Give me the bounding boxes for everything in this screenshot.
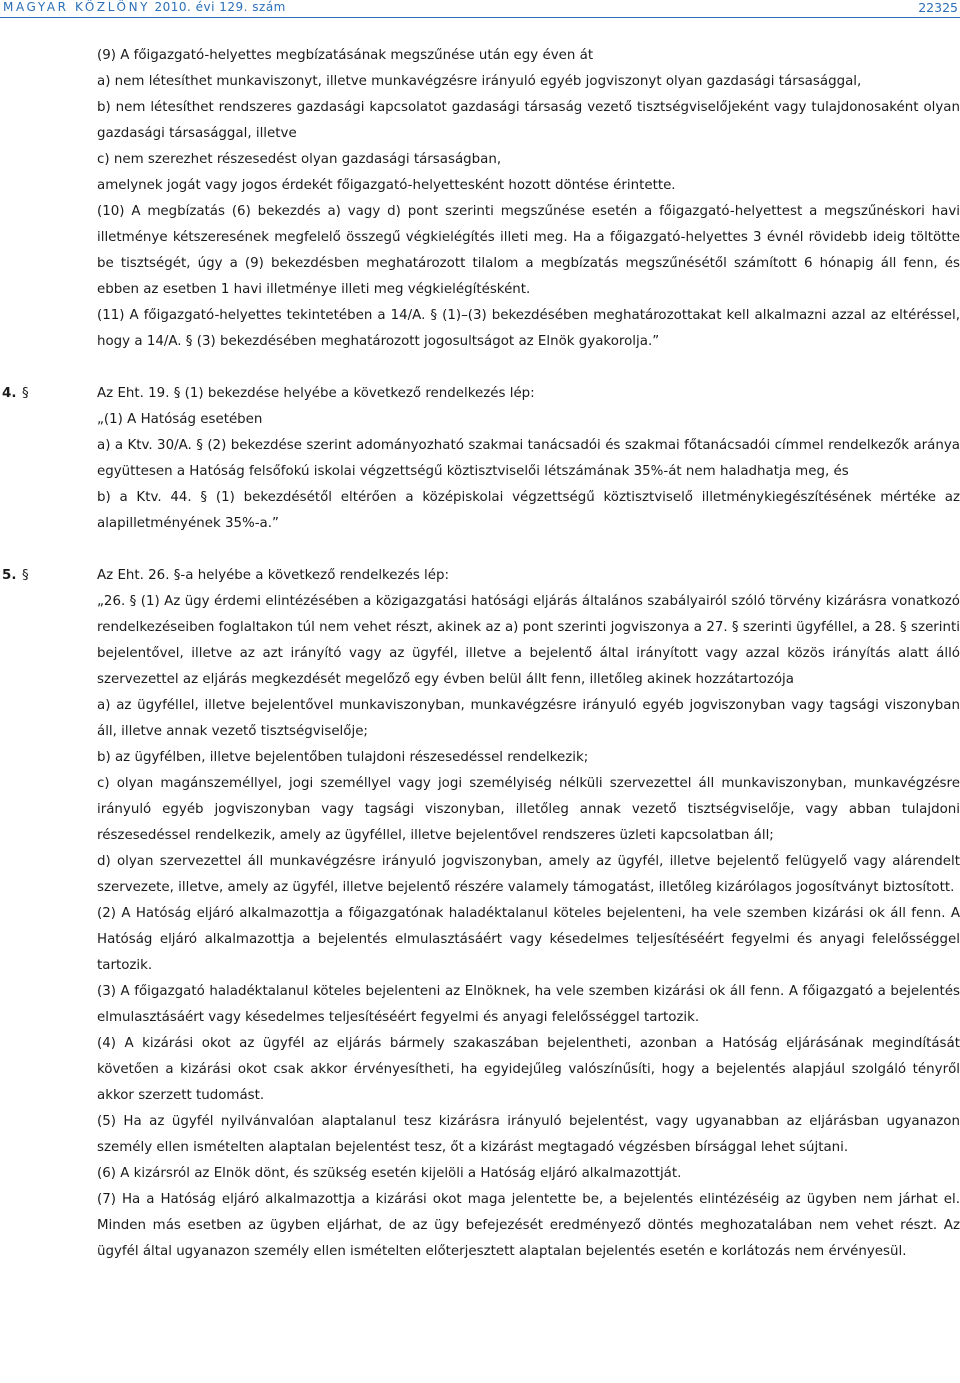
paragraph: (6) A kizársról az Elnök dönt, és szükség esetén kijelöli a Hatóság eljáró alkalmazottját. [97,1166,682,1181]
paragraph: (5) Ha az ügyfél nyilvánvalóan alaptalanul tesz kizárásra irányuló bejelentést, vagy ugyanabban az eljárásban ugyanazon személy ellen ismételten alaptalan bejelentést tesz, őt a kizárást megtagadó végzésben bírsággal lehet sújtani. [97,1114,960,1155]
running-header [0,0,960,20]
publication-name: MAGYAR KÖZLÖNY [3,0,151,14]
header-rule [0,17,960,18]
paragraph: Az Eht. 19. § (1) bekezdése helyébe a következő rendelkezés lép: [97,386,535,401]
paragraph: d) olyan szervezettel áll munkavégzésre irányuló jogviszonyban, amely az ügyfél, illetve bejelentő felügyelő vagy alárendelt szervezete, illetve, amely az ügyfél, illetve bejelentő részére valamely támogatást, illetőleg kizárólagos jogosítványt biztosított. [97,854,960,895]
paragraph: c) olyan magánszeméllyel, jogi személlyel vagy jogi személyiség nélküli szervezettel áll munkaviszonyban, munkavégzésre irányuló egyéb jogviszonyban vagy tagsági viszonyban, illetőleg annak vezető tisztségviselője, vagy abban tulajdoni részesedéssel rendelkezik, amely az ügyféllel, illetve bejelentővel rendszeres üzleti kapcsolatban áll; [97,776,960,843]
paragraph: (2) A Hatóság eljáró alkalmazottja a főigazgatónak haladéktalanul köteles bejelenteni, ha vele szemben kizárási ok áll fenn. A Hatóság eljáró alkalmazottja a bejelentés elmulasztásáért vagy késedelmes teljesítéséért fegyelmi és anyagi felelősséggel tartozik. [97,906,960,973]
paragraph: „26. § (1) Az ügy érdemi elintézésében a közigazgatási hatósági eljárás általános szabályairól szóló törvény kizárásra vonatkozó rendelkezéseiben foglaltakon túl nem vehet részt, akinek az a) pont szerinti jogviszonya a 27. § szerinti ügyféllel, a 28. § szerinti bejelentővel, illetve az azt irányító vagy az ügyfél, illetve a bejelentő által irányított vagy azzal közös irányítás alatt álló szervezettel az eljárás megkezdését megelőző egy évben belül állt fenn, illetőleg akinek hozzátartozója [97,594,960,687]
paragraph: b) nem létesíthet rendszeres gazdasági kapcsolatot gazdasági társaság vezető tisztségviselőjeként vagy tulajdonosaként olyan gazdasági társasággal, illetve [97,100,960,141]
header-left [3,0,286,14]
paragraph: b) a Ktv. 44. § (1) bekezdésétől eltérően a középiskolai végzettségű köztisztviselő illetménykiegészítésének mértéke az alapilletményének 35%-a.” [97,490,960,531]
paragraph: (9) A főigazgató-helyettes megbízatásának megszűnése után egy éven át [97,48,594,63]
section-sign: § [22,386,29,401]
section-4 [0,381,960,537]
paragraph: a) nem létesíthet munkaviszonyt, illetve munkavégzésre irányuló egyéb jogviszonyt olyan gazdasági társasággal, [97,74,862,89]
document-body [0,43,960,1265]
section-sign: § [22,568,29,583]
paragraph: b) az ügyfélben, illetve bejelentőben tulajdoni részesedéssel rendelkezik; [97,750,589,765]
paragraph: amelynek jogát vagy jogos érdekét főigazgató-helyettesként hozott döntése érintette. [97,178,676,193]
paragraph: (10) A megbízatás (6) bekezdés a) vagy d) pont szerinti megszűnése esetén a főigazgató-helyettest a megszűnéskori havi illetménye kétszeresének megfelelő összegű végkielégítés illeti meg. Ha a főigazgató-helyettes 3 évnél rövidebb ideig töltötte be tisztségét, úgy a (9) bekezdésben meghatározott tilalom a megbízatás megszűnésétől számított 6 hónapig áll fenn, és ebben az esetben 1 havi illetménye illeti meg végkielégítésként. [97,204,960,297]
section-number: 4. [2,386,17,401]
paragraph: c) nem szerezhet részesedést olyan gazdasági társaságban, [97,152,502,167]
paragraph: (7) Ha a Hatóság eljáró alkalmazottja a kizárási okot maga jelentette be, a bejelentés elintézéséig az ügyben nem járhat el. Minden más esetben az ügyben eljárhat, de az ügy befejezését eredményező döntés meghozatalában nem vehet részt. Az ügyfél által ugyanazon személy ellen ismételten előterjesztett alaptalan bejelentés esetén e korlátozás nem érvényesül. [97,1192,960,1259]
paragraph: Az Eht. 26. §-a helyébe a következő rendelkezés lép: [97,568,450,583]
section-number: 5. [2,568,17,583]
section-3-continued [0,43,960,355]
page-number: 22325 [918,0,958,15]
paragraph: (4) A kizárási okot az ügyfél az eljárás bármely szakaszában bejelentheti, azonban a Hatóság eljárásának megindítását követően a kizárási okot csak akkor érvényesítheti, ha egyidejűleg valószínűsíti, hogy a bejelentés alapjául szolgáló tényről akkor szerzett tudomást. [97,1036,960,1103]
paragraph: (11) A főigazgató-helyettes tekintetében a 14/A. § (1)–(3) bekezdésében meghatározottakat kell alkalmazni azzal az eltéréssel, hogy a 14/A. § (3) bekezdésében meghatározott jogosultságot az Elnök gyakorolja.” [97,308,960,349]
paragraph: a) a Ktv. 30/A. § (2) bekezdése szerint adományozható szakmai tanácsadói és szakmai főtanácsadói címmel rendelkezők aránya együttesen a Hatóság felsőfokú iskolai végzettségű köztisztviselői létszámának 35%-át nem haladhatja meg, és [97,438,960,479]
paragraph: (3) A főigazgató haladéktalanul köteles bejelenteni az Elnöknek, ha vele szemben kizárási ok áll fenn. A főigazgató a bejelentés elmulasztásáért vagy késedelmes teljesítéséért fegyelmi és anyagi felelősséggel tartozik. [97,984,960,1025]
section-5 [0,563,960,1265]
paragraph: a) az ügyféllel, illetve bejelentővel munkaviszonyban, munkavégzésre irányuló egyéb jogviszonyban vagy tagsági viszonyban áll, illetve annak vezető tisztségviselője; [97,698,960,739]
issue-label: 2010. évi 129. szám [154,0,286,14]
paragraph: „(1) A Hatóság esetében [97,412,263,427]
